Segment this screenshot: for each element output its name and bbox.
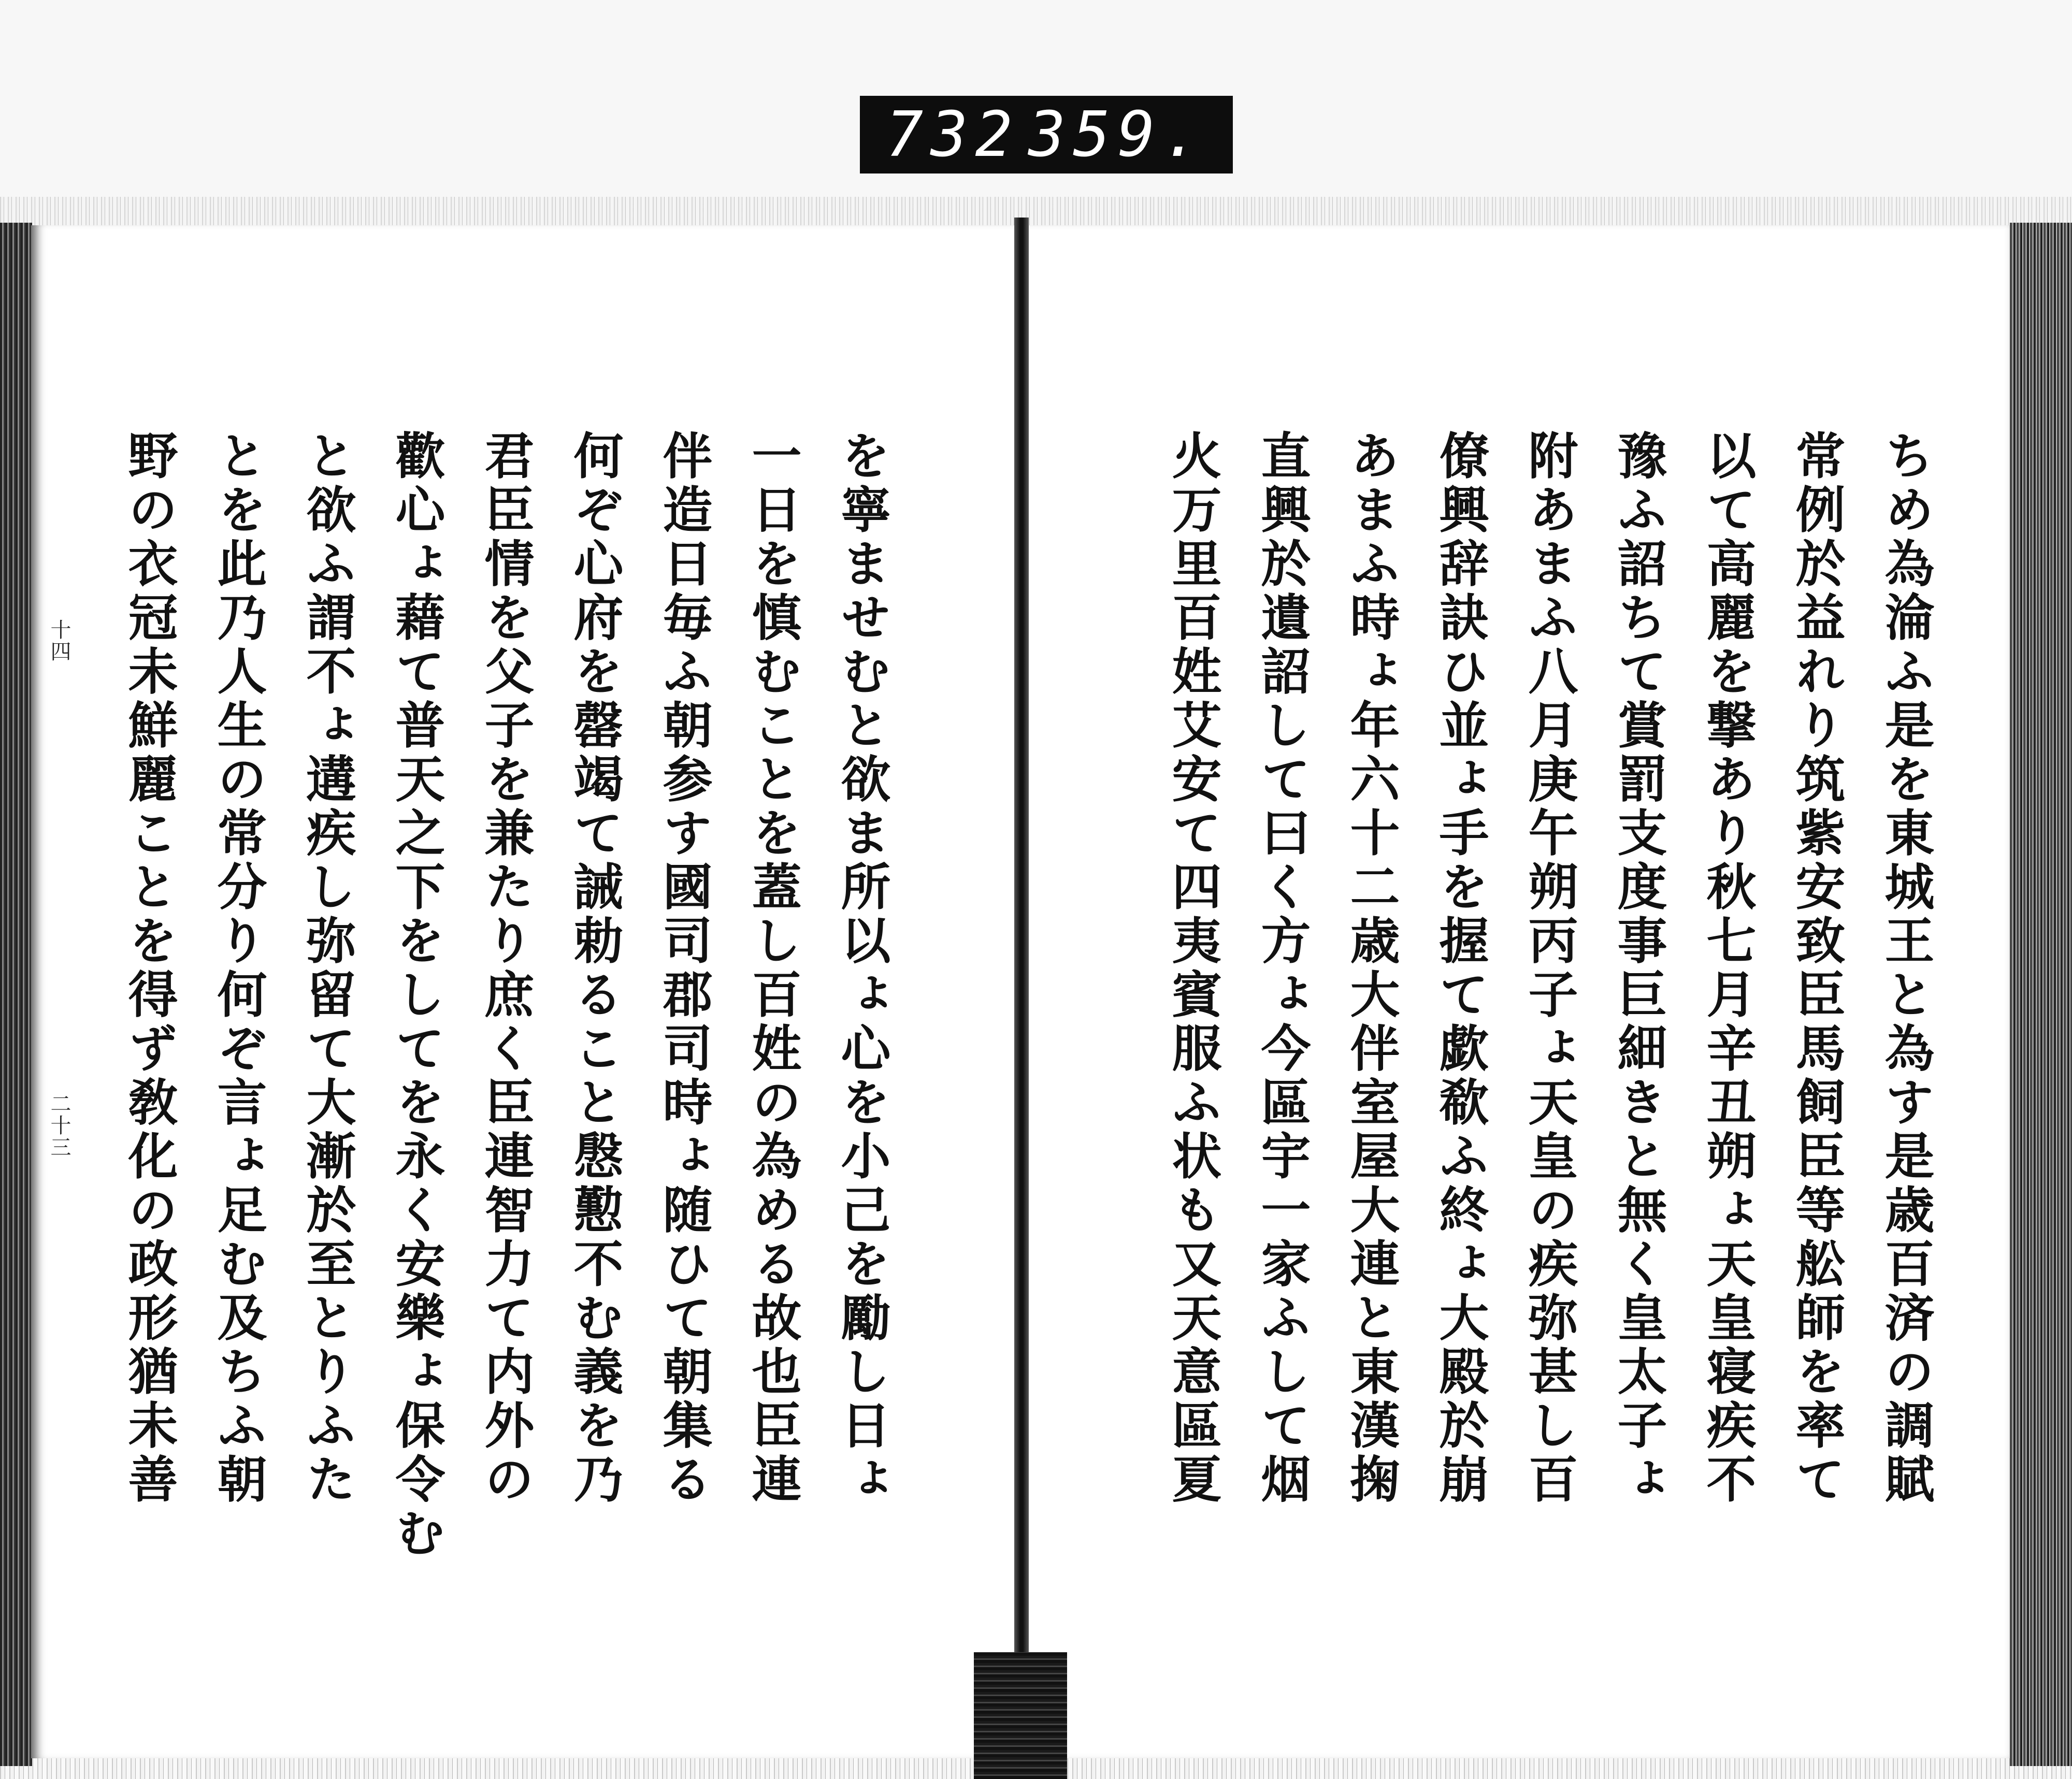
right-page-text <box>1142 430 1950 1543</box>
text-column: 一日を慎むことを蓋し百姓の為める故也臣連 <box>744 430 802 1507</box>
book-gutter <box>1014 218 1029 1779</box>
reference-number-right: 359. <box>1028 98 1207 171</box>
binding-tab <box>974 1652 1067 1779</box>
text-column: 豫ふ詔ちて賞罰支度事巨細きと無く皇太子ょ <box>1609 430 1668 1507</box>
text-column: 野の衣冠未鮮麗ことを得ず敎化の政形猶未善 <box>120 430 179 1507</box>
text-column: 直興於遺詔して曰く方ょ今區宇一家ふして烟 <box>1253 430 1312 1507</box>
text-column: 以て高麗を撃あり秋七月辛丑朔ょ天皇寝疾不 <box>1699 430 1757 1507</box>
margin-number-top: 十四 <box>47 619 71 662</box>
text-column: 伴造日毎ふ朝参す國司郡司時ょ随ひて朝集る <box>655 430 713 1507</box>
text-column: 附あまふ八月庚午朔丙子ょ天皇の疾弥甚し百 <box>1520 430 1579 1507</box>
text-column: 火万里百姓艾安て四夷賓服ふ状も又天意區夏 <box>1164 430 1222 1507</box>
text-column: 歡心ょ藉て普天之下をしてを永く安樂ょ保令む <box>387 430 446 1561</box>
left-page-text <box>98 430 906 1561</box>
reference-number-left: 732 <box>886 98 1020 171</box>
margin-number-bottom: 二十三 <box>47 1093 71 1158</box>
text-column: 君臣情を父子を兼たり庶く臣連智力て内外の <box>477 430 535 1507</box>
text-column: 僚興辞訣ひ並ょ手を握て歔欷ふ終ょ大殿於崩 <box>1431 430 1490 1507</box>
text-column: を寧ませむと欲ま所以ょ心を小己を勵し日ょ <box>833 430 891 1507</box>
text-column: 何ぞ心府を罄竭て誡勅ること慇懃不む義を乃 <box>566 430 624 1507</box>
text-column: ちめ為淪ふ是を東城王と為す是歳百済の調賦 <box>1877 430 1935 1507</box>
reference-number-label <box>860 96 1233 173</box>
book-edge-right <box>2010 223 2072 1766</box>
text-column: とを此乃人生の常分り何ぞ言ょ足む及ちふ朝 <box>209 430 268 1507</box>
text-column: あまふ時ょ年六十二歳大伴室屋大連と東漢掬 <box>1342 430 1401 1507</box>
text-column: と欲ふ謂不ょ遘疾し弥留て大漸於至とりふた <box>298 430 357 1507</box>
book-edge-left <box>0 223 32 1766</box>
text-column: 常例於益れり筑紫安致臣馬飼臣等舩師を率て <box>1788 430 1846 1507</box>
